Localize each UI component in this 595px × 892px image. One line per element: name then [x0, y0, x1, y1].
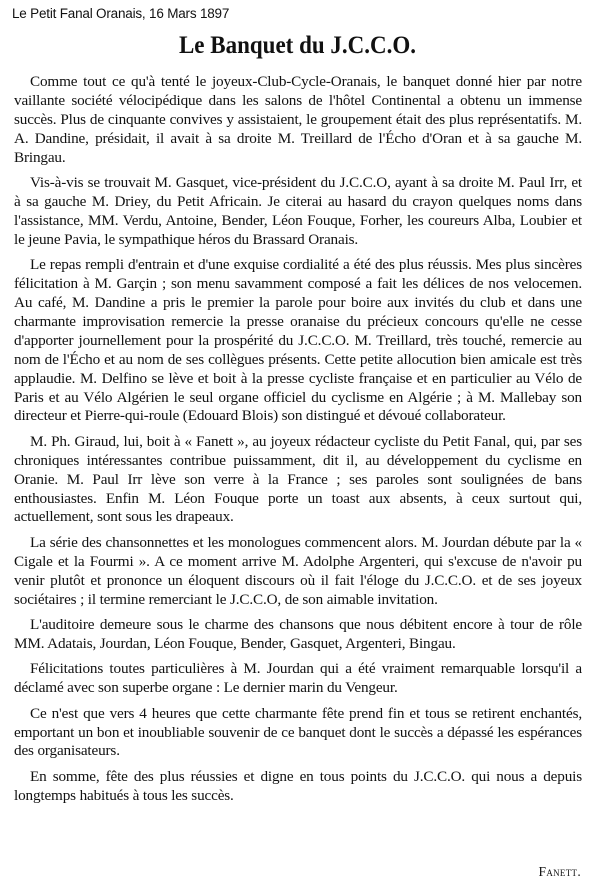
publication-source: Le Petit Fanal Oranais, 16 Mars 1897 [12, 6, 230, 21]
article-paragraph: Félicitations toutes particulières à M. Jourdan qui a été vraiment remarquable lorsqu'il a déclamé avec son superbe organe : Le dernier marin du Vengeur. [14, 660, 582, 697]
article-paragraph: M. Ph. Giraud, lui, boit à « Fanett », au joyeux rédacteur cycliste du Petit Fanal, qui, par ses chroniques intéressantes contribue puissamment, dit il, au développement du cyclisme en Oranie. M. Paul Irr lève son verre à la France ; ses paroles sont soulignées de bans enthousiastes. Enfin M. Léon Fouque porte un toast aux absents, à ceux surtout qui, actuellement, sont sous les drapeaux. [14, 432, 582, 526]
article-title: Le Banquet du J.C.C.O. [178, 32, 417, 59]
article-paragraph: En somme, fête des plus réussies et digne en tous points du J.C.C.O. qui nous a depuis longtemps habitués à tous les succès. [14, 767, 582, 804]
article-paragraph: L'auditoire demeure sous le charme des chansons que nous débitent encore à tour de rôle MM. Adatais, Jourdan, Léon Fouque, Bender, Gasquet, Argenteri, Bingau. [14, 615, 582, 652]
article-paragraph: Ce n'est que vers 4 heures que cette charmante fête prend fin et tous se retirent enchantés, emportant un bon et inoubliable souvenir de ce banquet dont le succès a dépassé les espérances des organisateurs. [14, 704, 582, 760]
article-paragraph: Vis-à-vis se trouvait M. Gasquet, vice-président du J.C.C.O, ayant à sa droite M. Paul Irr, et à sa gauche M. Driey, du Petit Africain. Je citerai au hasard du crayon quelques noms dans l'assistance, MM. Verdu, Antoine, Bender, Léon Fouque, Forher, les coureurs Alba, Loubier et le jeune Pavia, le sympathique héros du Brassard Oranais. [14, 174, 582, 248]
article-paragraph: La série des chansonnettes et les monologues commencent alors. M. Jourdan débute par la « Cigale et la Fourmi ». A ce moment arrive M. Adolphe Argenteri, qui s'excuse de n'avoir pu venir plutôt et prononce un éloquent discours où il fait l'éloge du J.C.C.O. et de ses joyeux sociétaires ; il termine remerciant le J.C.C.O, de son aimable invitation. [14, 533, 582, 608]
article-paragraph: Comme tout ce qu'à tenté le joyeux-Club-Cycle-Oranais, le banquet donné hier par notre vaillante société vélocipédique dans les salons de l'hôtel Continental a obtenu un immense succès. Plus de cinquante convives y assistaient, le groupement était des plus représentatifs. M. A. Dandine, présidait, il avait à sa droite M. Treillard de l'Écho d'Oran et à sa gauche M. Bringau. [14, 73, 582, 166]
author-signature: Fanett. [538, 864, 581, 879]
article-paragraph: Le repas rempli d'entrain et d'une exquise cordialité a été des plus réussis. Mes plus sincères félicitation à M. Garçin ; son menu savamment composé a fait les délices de nos velocemen. Au café, M. Dandine a pris le premier la parole pour boire aux invités du club et dans une charmante improvisation remercie la presse oranaise du précieux concours qu'elle ne cesse d'apporter journellement pour la prospérité du J.C.C.O. M. Treillard, très touché, remercie au nom de l'Écho et au nom de ses collègues présents. Cette petite allocution bien amicale est très applaudie. M. Delfino se lève et boit à la presse cycliste française et en particulier au Vélo de Paris et au Vélo Algérien le seul organe officiel du cyclisme en Algérie ; à M. Mallebay son directeur et Pierre-qui-roule (Edouard Blois) son distingué et dévoué collaborateur. [14, 256, 582, 425]
article-body [14, 73, 582, 812]
